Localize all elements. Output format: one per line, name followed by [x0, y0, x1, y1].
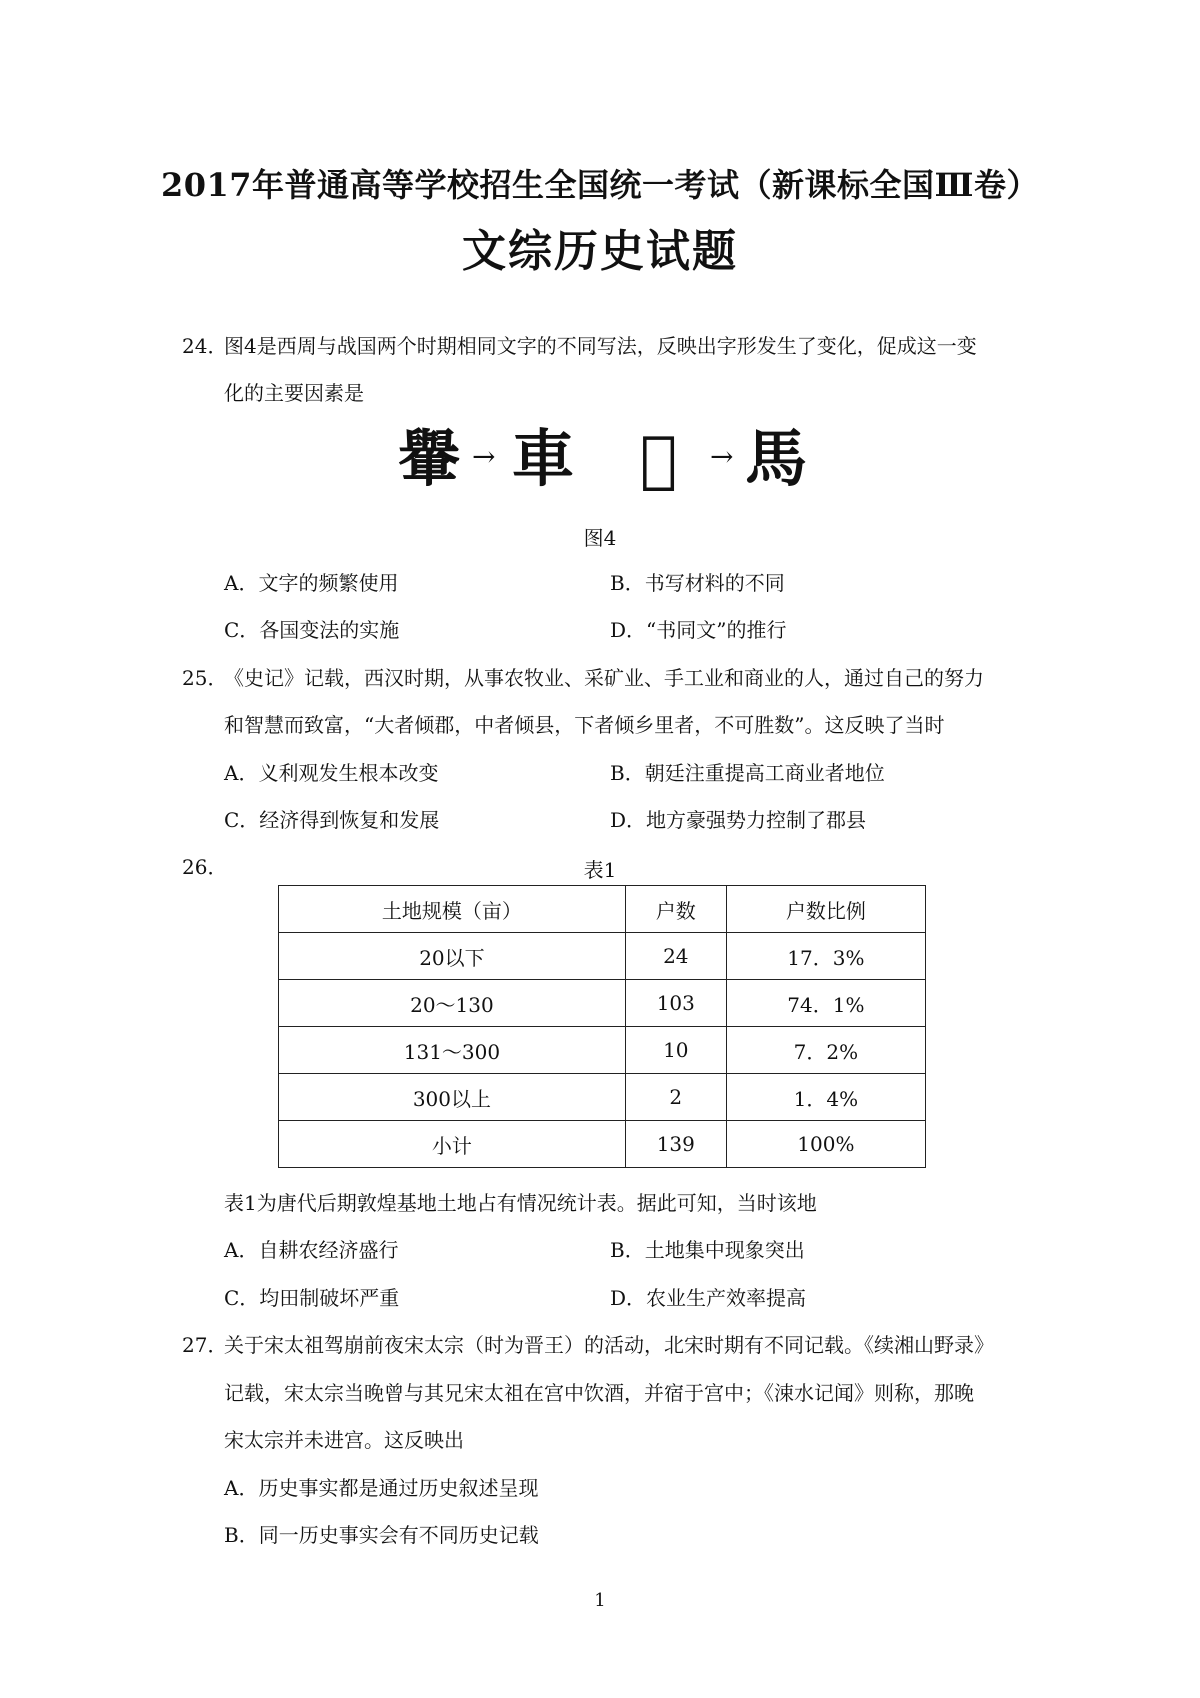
q24-stem-line1: 图4是西周与战国两个时期相同文字的不同写法，反映出字形发生了变化，促成这一变: [224, 334, 977, 358]
table-cell: 1．4%: [726, 1074, 925, 1121]
glyph-ma-warring-states: 馬: [745, 422, 808, 495]
q24-option-d[interactable]: D．“书同文”的推行: [610, 618, 787, 642]
q27-stem-line1: 关于宋太祖驾崩前夜宋太宗（时为晋王）的活动，北宋时期有不同记载。《续湘山野录》: [224, 1333, 994, 1357]
q26-option-d[interactable]: D．农业生产效率提高: [610, 1286, 807, 1310]
table-row: [279, 1074, 926, 1121]
q25-option-a[interactable]: A．义利观发生根本改变: [224, 761, 439, 785]
table-cell: 7．2%: [726, 1027, 925, 1074]
table-header-row: [279, 886, 926, 933]
table-cell: 300以上: [279, 1074, 626, 1121]
q24-number: 24．: [182, 334, 228, 358]
table-cell: 100%: [726, 1121, 925, 1168]
table-cell: 20～130: [279, 980, 626, 1027]
table-cell: 131～300: [279, 1027, 626, 1074]
q24-option-c[interactable]: C．各国变法的实施: [224, 618, 400, 642]
table-header-cell: 户数: [625, 886, 726, 933]
table-row: [279, 1027, 926, 1074]
q24-option-b[interactable]: B．书写材料的不同: [610, 571, 785, 595]
q27-stem-line3: 宋太宗并未进宫。这反映出: [224, 1428, 464, 1452]
table-cell: 103: [625, 980, 726, 1027]
glyph-che-western-zhou: 轝: [398, 422, 461, 495]
q25-number: 25．: [182, 666, 228, 690]
table-cell: 20以下: [279, 933, 626, 980]
q26-option-c[interactable]: C．均田制破坏严重: [224, 1286, 400, 1310]
q24-option-a[interactable]: A．文字的频繁使用: [224, 571, 399, 595]
q27-stem-line2: 记载，宋太宗当晚曾与其兄宋太祖在宫中饮酒，并宿于宫中；《涑水记闻》则称，那晚: [224, 1381, 974, 1405]
q26-stem: 表1为唐代后期敦煌基地土地占有情况统计表。据此可知，当时该地: [224, 1191, 817, 1215]
q25-option-b[interactable]: B．朝廷注重提高工商业者地位: [610, 761, 885, 785]
q25-stem-line1: 《史记》记载，西汉时期，从事农牧业、采矿业、手工业和商业的人，通过自己的努力: [224, 666, 984, 690]
arrow-icon: →: [472, 440, 496, 473]
table-header-cell: 土地规模（亩）: [279, 886, 626, 933]
q27-number: 27．: [182, 1333, 228, 1357]
table-cell: 10: [625, 1027, 726, 1074]
glyph-che-warring-states: 車: [512, 422, 575, 495]
table-cell: 74．1%: [726, 980, 925, 1027]
q26-option-a[interactable]: A．自耕农经济盛行: [224, 1238, 399, 1262]
q25-stem-line2: 和智慧而致富，“大者倾郡，中者倾县，下者倾乡里者，不可胜数”。这反映了当时: [224, 713, 945, 737]
figure-caption: 图4: [583, 526, 617, 550]
q25-option-c[interactable]: C．经济得到恢复和发展: [224, 808, 440, 832]
q27-option-b[interactable]: B．同一历史事实会有不同历史记载: [224, 1523, 539, 1547]
table-cell: 24: [625, 933, 726, 980]
table-cell: 小计: [279, 1121, 626, 1168]
table-cell: 17．3%: [726, 933, 925, 980]
page-number: 1: [594, 1590, 606, 1611]
q24-stem-line2: 化的主要因素是: [224, 381, 364, 405]
table-cell: 2: [625, 1074, 726, 1121]
table-row: [279, 980, 926, 1027]
q27-option-a[interactable]: A．历史事实都是通过历史叙述呈现: [224, 1476, 539, 1500]
land-table: [278, 885, 926, 1168]
table-cell: 139: [625, 1121, 726, 1168]
arrow-icon: →: [710, 440, 734, 473]
table-row: [279, 1121, 926, 1168]
q26-option-b[interactable]: B．土地集中现象突出: [610, 1238, 805, 1262]
table-header-cell: 户数比例: [726, 886, 925, 933]
figure-4-characters: [390, 418, 810, 508]
exam-title: 2017年普通高等学校招生全国统一考试（新课标全国Ⅲ卷）: [160, 166, 1040, 204]
q25-option-d[interactable]: D．地方豪强势力控制了郡县: [610, 808, 867, 832]
q26-number: 26．: [182, 855, 228, 879]
exam-subtitle: 文综历史试题: [462, 226, 738, 277]
glyph-ma-western-zhou: 𢒙: [640, 422, 678, 495]
table-caption: 表1: [583, 858, 617, 882]
table-row: [279, 933, 926, 980]
